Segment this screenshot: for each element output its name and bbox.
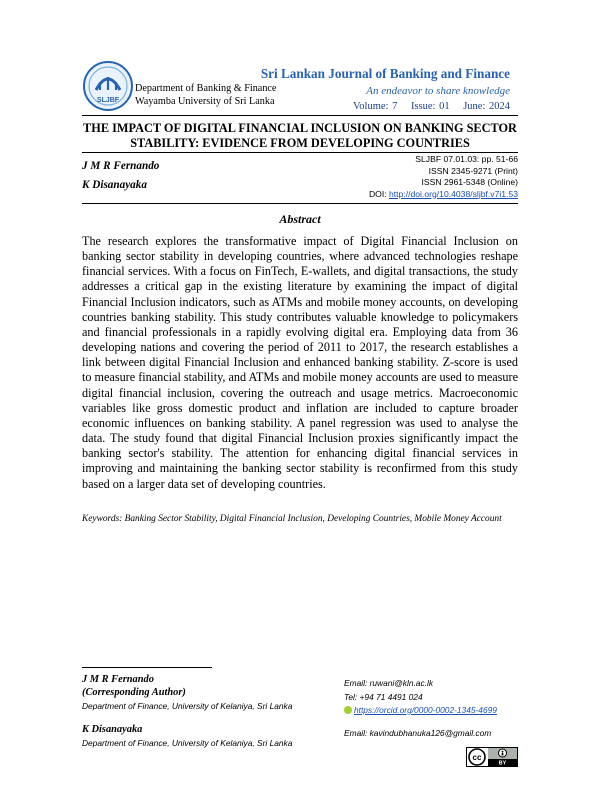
author-1-email: Email: ruwani@kln.ac.lk (344, 678, 434, 688)
doi-label: DOI: (368, 188, 389, 199)
author-2-email: Email: kavindubhanuka126@gmail.com (344, 728, 492, 738)
volume-issue-line (261, 101, 510, 112)
issue: Issue: 01 (410, 101, 450, 112)
by-text: BY (498, 760, 507, 767)
orcid-link[interactable]: https://orcid.org/0000-0002-1345-4699 (354, 705, 497, 715)
keywords: Keywords: Banking Sector Stability, Digital Financial Inclusion, Developing Countries, Mobile Money Account (82, 514, 502, 524)
orcid-icon (344, 706, 352, 714)
author-1-contact (344, 677, 497, 718)
corresponding-author-label: (Corresponding Author) (82, 687, 186, 698)
volume: Volume: 7 (353, 101, 398, 112)
author-1: J M R Fernando (82, 160, 160, 172)
issn-online: ISSN 2961-5348 (Online) (421, 177, 518, 187)
author-2-footnote (82, 724, 292, 749)
abstract-top-rule (82, 203, 518, 204)
title-line-1: THE IMPACT OF DIGITAL FINANCIAL INCLUSION ON BANKING SECTOR (83, 121, 517, 135)
abstract-text: The research explores the transformative impact of Digital Financial Inclusion on banking sector stability in developing countries, where advanced technologies reshape financial services. With a focus on FinTech, E-wallets, and digital transactions, the study addresses a critical gap in the existing literature by examining the impact of digital Financial Inclusion indicators, such as ATMs and mobile money accounts, on developing countries banking stability. This study contributes valuable knowledge to policymakers and financial professionals in a rapidly evolving digital era. Employing data from 36 developing nations and covering the period of 2011 to 2017, the research establishes a link between digital Financial Inclusion and enhanced banking stability. Z-score is used to measure financial stability, and ATMs and mobile money accounts are used to measure digital financial inclusion, covering the outreach and usage metrics. Macroeconomic variables like gross domestic product and inflation are included to capture broader economic influences on banking stability. A panel regression was used to analyse the data. The study found that digital Financial Inclusion proxies significantly impact the banking sector's stability. The attention for enhancing digital financial services in improving and maintaining the banking sector stability is reconfirmed from this study based on a larger data set of developing countries. (82, 234, 518, 491)
author-list (82, 157, 159, 195)
publication-info (369, 154, 518, 200)
abstract-heading: Abstract (279, 212, 321, 226)
header-rule (82, 115, 518, 116)
footnote-author-1-affiliation: Department of Finance, University of Kelaniya, Sri Lanka (82, 701, 293, 711)
title-line-2: STABILITY: EVIDENCE FROM DEVELOPING COUNTRIES (130, 136, 470, 150)
cc-text: cc (472, 753, 482, 762)
footnote-author-2-name: K Disanayaka (82, 724, 143, 735)
university-name: Wayamba University of Sri Lanka (135, 96, 275, 107)
author-2-contact (344, 728, 491, 739)
logo-text: SLJBF (96, 97, 120, 104)
cc-by-license-badge (466, 747, 518, 767)
author-2: K Disanayaka (82, 179, 147, 191)
footnote-author-1-name: J M R Fernando (82, 674, 154, 685)
doi-link[interactable]: http://doi.org/10.4038/sljbf.v7i1.53 (389, 188, 518, 199)
doi-line (369, 189, 518, 201)
issue-date: June: 2024 (463, 101, 510, 112)
pub-reference: SLJBF 07.01.03: pp. 51-66 (415, 154, 518, 164)
footnote-author-2-affiliation: Department of Finance, University of Kelaniya, Sri Lanka (82, 738, 293, 748)
department-block (135, 82, 276, 108)
journal-title: Sri Lankan Journal of Banking and Finance (260, 66, 510, 81)
footnote-rule (82, 667, 212, 668)
journal-tagline: An endeavor to share knowledge (366, 85, 510, 97)
article-title (82, 121, 518, 151)
journal-logo (82, 60, 134, 112)
author-1-tel: Tel: +94 71 4491 024 (344, 691, 423, 702)
author-1-footnote (82, 674, 292, 712)
department-name: Department of Banking & Finance (135, 83, 277, 94)
issn-print: ISSN 2345-9271 (Print) (428, 165, 518, 176)
title-rule (82, 152, 518, 153)
journal-block (261, 66, 510, 112)
